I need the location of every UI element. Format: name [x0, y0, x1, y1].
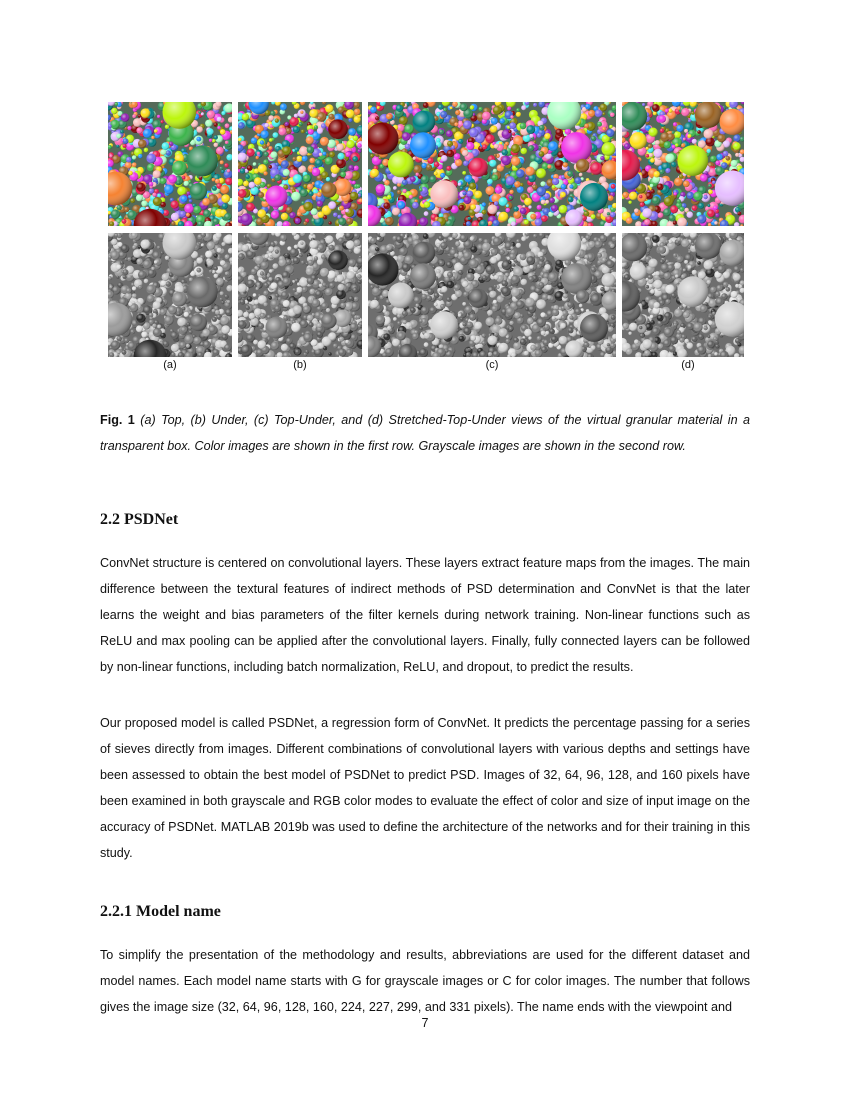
section-heading-model-name: 2.2.1 Model name — [100, 903, 221, 920]
section-heading-psdnet: 2.2 PSDNet — [100, 511, 179, 528]
paragraph-model-name: To simplify the presentation of the methodology and results, abbreviations are used for the different dataset and model names. Each model name starts with G for grayscale images or C for color images. The number that follows gives the image size (32, 64, 96, 128, 160, 224, 227, 299, and 331 pixels). The name ends with the viewpoint and — [100, 948, 750, 1014]
figure-panel-b-gray — [238, 233, 362, 357]
paragraph-proposed-model: Our proposed model is called PSDNet, a regression form of ConvNet. It predicts the percentage passing for a series of sieves directly from images. Different combinations of convolutional layers with various depths and settings have been assessed to obtain the best model of PSDNet to predict PSD. Images of 32, 64, 96, 128, and 160 pixels have been examined in both grayscale and RGB color modes to evaluate the effect of color and size of input image on the accuracy of PSDNet. MATLAB 2019b was used to define the architecture of the networks and for their training in this study. — [100, 716, 750, 860]
figure-panel-c-color — [368, 102, 616, 226]
figure-caption — [100, 407, 750, 459]
panel-label-c: (c) — [485, 359, 499, 371]
figure-panel-a-gray — [108, 233, 232, 357]
paragraph-convnet-structure: ConvNet structure is centered on convolutional layers. These layers extract feature maps from the images. The main difference between the textural features of indirect methods of PSD determination and ConvNet is that the later learns the weight and bias parameters of the filter kernels during network training. Non-linear functions such as ReLU and max pooling can be applied after the convolutional layers. Finally, fully connected layers can be followed by non-linear functions, including batch normalization, ReLU, and dropout, to predict the results. — [100, 556, 750, 674]
caption-label: Fig. 1 — [100, 413, 135, 427]
page-number: 7 — [421, 1016, 429, 1030]
figure-panel-d-gray — [622, 233, 744, 357]
figure-panel-d-color — [622, 102, 744, 226]
panel-label-b: (b) — [293, 359, 307, 371]
figure-panel-b-color — [238, 102, 362, 226]
figure-panel-c-gray — [368, 233, 616, 357]
figure-panel-a-color — [108, 102, 232, 226]
caption-text: (a) Top, (b) Under, (c) Top-Under, and (d) Stretched-Top-Under views of the virtual granular material in a transparent box. Color images are shown in the first row. Grayscale images are shown in the second row. — [100, 413, 751, 453]
panel-label-d: (d) — [681, 359, 695, 371]
panel-label-a: (a) — [163, 359, 177, 371]
